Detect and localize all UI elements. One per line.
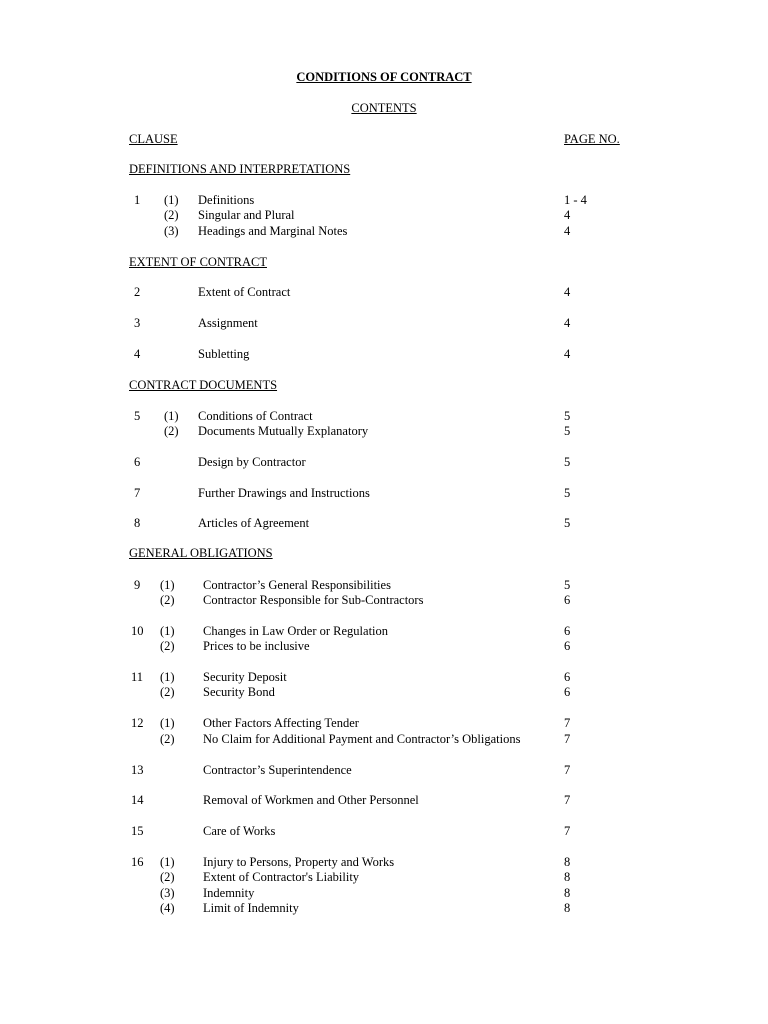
toc-entry <box>0 824 768 840</box>
subclause-number: (1) <box>160 855 175 869</box>
clause-number: 8 <box>134 516 141 530</box>
page-number: 7 <box>564 824 571 838</box>
subclause-number: (1) <box>160 670 175 684</box>
clause-number: 15 <box>131 824 144 838</box>
section-heading: GENERAL OBLIGATIONS <box>129 546 273 560</box>
page-number: 7 <box>564 732 571 746</box>
entry-title: Other Factors Affecting Tender <box>203 716 359 730</box>
page-number: 8 <box>564 886 571 900</box>
subclause-number: (1) <box>164 409 179 423</box>
entry-title: Security Bond <box>203 685 275 699</box>
subclause-number: (2) <box>160 593 175 607</box>
subclause-number: (4) <box>160 901 175 915</box>
entry-title: Headings and Marginal Notes <box>198 224 348 238</box>
clause-number: 13 <box>131 763 144 777</box>
toc-entry <box>0 685 768 701</box>
page-number: 7 <box>564 763 571 777</box>
page-number: 4 <box>564 224 571 238</box>
subclause-number: (2) <box>160 870 175 884</box>
toc-entry <box>0 516 768 532</box>
entry-title: Extent of Contract <box>198 285 291 299</box>
toc-entry <box>0 347 768 363</box>
entry-title: Security Deposit <box>203 670 287 684</box>
entry-title: Contractor’s Superintendence <box>203 763 352 777</box>
page-number: 7 <box>564 716 571 730</box>
entry-title: Assignment <box>198 316 258 330</box>
contents-heading: CONTENTS <box>351 101 417 115</box>
section-heading: DEFINITIONS AND INTERPRETATIONS <box>129 162 351 176</box>
page-number: 5 <box>564 486 571 500</box>
clause-number: 7 <box>134 486 141 500</box>
page-number: 6 <box>564 624 571 638</box>
page-number: 4 <box>564 285 571 299</box>
subclause-number: (2) <box>164 208 179 222</box>
clause-number: 10 <box>131 624 144 638</box>
document-title: CONDITIONS OF CONTRACT <box>296 70 472 84</box>
toc-entry <box>0 732 768 748</box>
page-number: 5 <box>564 409 571 423</box>
toc-entry <box>0 763 768 779</box>
clause-number: 9 <box>134 578 141 592</box>
page-number: 8 <box>564 855 571 869</box>
page-number: 6 <box>564 670 571 684</box>
entry-title: Design by Contractor <box>198 455 306 469</box>
clause-number: 3 <box>134 316 141 330</box>
subclause-number: (2) <box>164 424 179 438</box>
toc-entry <box>0 285 768 301</box>
subclause-number: (2) <box>160 732 175 746</box>
clause-number: 1 <box>134 193 141 207</box>
clause-number: 4 <box>134 347 141 361</box>
toc-entry <box>0 716 768 732</box>
page-no-column-header: PAGE NO. <box>564 132 620 146</box>
toc-entry <box>0 424 768 440</box>
entry-title: Indemnity <box>203 886 255 900</box>
entry-title: Changes in Law Order or Regulation <box>203 624 389 638</box>
page-number: 6 <box>564 593 571 607</box>
page-number: 5 <box>564 516 571 530</box>
page-number: 1 - 4 <box>564 193 587 207</box>
page-number: 4 <box>564 208 571 222</box>
page-number: 6 <box>564 639 571 653</box>
toc-entry <box>0 316 768 332</box>
entry-title: Singular and Plural <box>198 208 295 222</box>
subclause-number: (3) <box>160 886 175 900</box>
toc-entry <box>0 793 768 809</box>
page-number: 4 <box>564 347 571 361</box>
entry-title: Injury to Persons, Property and Works <box>203 855 395 869</box>
toc-entry <box>0 409 768 425</box>
toc-entry <box>0 486 768 502</box>
toc-entry <box>0 870 768 886</box>
entry-title: Limit of Indemnity <box>203 901 299 915</box>
entry-title: Definitions <box>198 193 255 207</box>
toc-entry <box>0 855 768 871</box>
clause-column-header: CLAUSE <box>129 132 178 146</box>
toc-entry <box>0 455 768 471</box>
clause-number: 2 <box>134 285 141 299</box>
page-number: 8 <box>564 901 571 915</box>
toc-entry <box>0 193 768 209</box>
entry-title: Care of Works <box>203 824 276 838</box>
toc-entry <box>0 208 768 224</box>
entry-title: Articles of Agreement <box>198 516 310 530</box>
toc-entry <box>0 886 768 902</box>
subclause-number: (2) <box>160 685 175 699</box>
entry-title: Removal of Workmen and Other Personnel <box>203 793 419 807</box>
entry-title: Further Drawings and Instructions <box>198 486 370 500</box>
toc-entry <box>0 670 768 686</box>
subclause-number: (1) <box>160 624 175 638</box>
page-number: 8 <box>564 870 571 884</box>
page-number: 4 <box>564 316 571 330</box>
entry-title: Documents Mutually Explanatory <box>198 424 369 438</box>
clause-number: 5 <box>134 409 141 423</box>
subclause-number: (2) <box>160 639 175 653</box>
section-heading: EXTENT OF CONTRACT <box>129 255 267 269</box>
entry-title: Subletting <box>198 347 250 361</box>
toc-entry <box>0 901 768 917</box>
page-number: 5 <box>564 424 571 438</box>
toc-entry <box>0 593 768 609</box>
clause-number: 12 <box>131 716 144 730</box>
toc-entry <box>0 578 768 594</box>
clause-number: 16 <box>131 855 144 869</box>
subclause-number: (1) <box>160 716 175 730</box>
subclause-number: (1) <box>160 578 175 592</box>
entry-title: No Claim for Additional Payment and Contractor’s Obligations <box>203 732 521 746</box>
subclause-number: (3) <box>164 224 179 238</box>
page-number: 5 <box>564 578 571 592</box>
page-number: 7 <box>564 793 571 807</box>
entry-title: Extent of Contractor's Liability <box>203 870 360 884</box>
toc-entry <box>0 639 768 655</box>
toc-entry <box>0 224 768 240</box>
clause-number: 6 <box>134 455 141 469</box>
clause-number: 14 <box>131 793 144 807</box>
entry-title: Conditions of Contract <box>198 409 313 423</box>
entry-title: Contractor’s General Responsibilities <box>203 578 391 592</box>
clause-number: 11 <box>131 670 144 684</box>
toc-entry <box>0 624 768 640</box>
page-number: 5 <box>564 455 571 469</box>
page-number: 6 <box>564 685 571 699</box>
section-heading: CONTRACT DOCUMENTS <box>129 378 278 392</box>
entry-title: Prices to be inclusive <box>203 639 310 653</box>
entry-title: Contractor Responsible for Sub-Contractors <box>203 593 424 607</box>
subclause-number: (1) <box>164 193 179 207</box>
